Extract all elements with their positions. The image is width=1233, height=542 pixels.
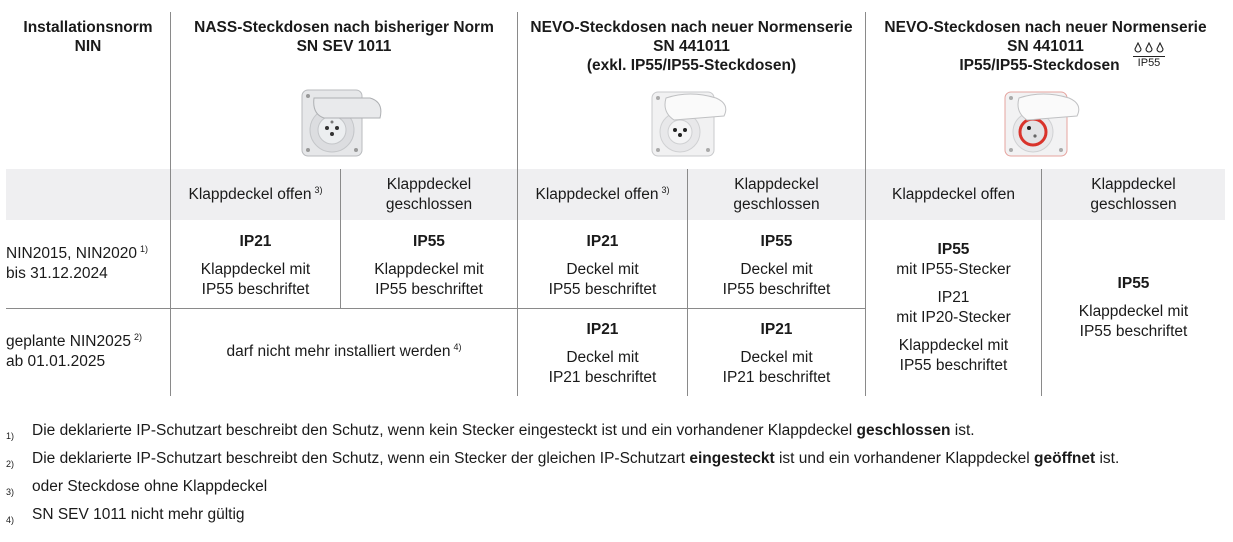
ip-rating: IP21 [937,289,970,306]
cell-nevo-closed-2015 [688,224,865,308]
header-line: NEVO-Steckdosen nach neuer Normenserie [884,19,1207,36]
cell-nevo-open-2025 [518,312,687,396]
footnote-bold: geschlossen [856,422,951,439]
cell-text: IP55 beschriftet [548,281,657,298]
cell-text: IP55 beschriftet [201,281,310,298]
cell-text: Klappdeckel mit [374,261,484,278]
subheader-label: Klappdeckel [386,175,472,193]
footnote-text: ist. [950,422,975,439]
footnote-number: 3) [6,487,15,497]
cell-nass-merged-2025 [171,308,517,396]
row-label-line: NIN2015, NIN2020 [6,245,137,262]
subheader-label: Klappdeckel offen [892,185,1015,203]
footnote-ref: 3) [314,184,323,195]
subheader-nass-open [171,169,340,220]
cell-nass-closed-2015 [341,224,517,308]
footnote-text: SN SEV 1011 nicht mehr gültig [32,506,245,523]
ip-rating: IP55 [937,241,970,258]
header-nevo [518,18,865,75]
subheader-label: geschlossen [1090,195,1177,213]
footnote-text: Die deklarierte IP-Schutzart beschreibt den Schutz, wenn ein Stecker der gleichen IP-Schutzart [32,450,690,467]
footnote-2 [6,449,1119,474]
ip-rating: IP55 [1117,275,1150,292]
footnote-3 [6,477,267,502]
footnote-text: Die deklarierte IP-Schutzart beschreibt den Schutz, wenn kein Stecker eingesteckt ist und ein vorhandener Klappdeckel [32,422,857,439]
cell-text: IP55 beschriftet [722,281,831,298]
header-line: IP55/IP55-Steckdosen [959,57,1120,74]
row-label-nin2015 [6,220,166,308]
subheader-label: Klappdeckel [734,175,819,193]
cell-text: darf nicht mehr installiert werden [226,343,451,360]
row-label-line: bis 31.12.2024 [6,265,108,282]
footnote-number: 4) [6,515,15,525]
drops-icon [1133,42,1165,53]
ip-rating: IP55 [413,233,445,250]
header-line: (exkl. IP55/IP55-Steckdosen) [586,57,797,74]
ip-rating: IP21 [586,321,619,338]
header-line: SN 441011 [1007,38,1084,55]
row-label-nin2025 [6,308,166,396]
footnote-bold: eingesteckt [689,450,775,467]
footnote-number: 1) [6,431,15,441]
header-line: SN 441011 [653,38,730,55]
ip-rating: IP21 [586,233,619,250]
subheader-ip55-closed [1042,169,1225,220]
cell-text: Deckel mit [566,349,639,366]
header-line: Installationsnorm [23,19,153,36]
footnote-number: 2) [6,459,15,469]
footnote-ref: 3) [661,184,670,195]
ip-rating: IP55 [760,233,793,250]
socket-nevo-image [650,90,732,160]
ip55-open-group [896,288,1011,328]
subheader-label: geschlossen [385,195,473,213]
cell-text: IP55 beschriftet [1079,323,1188,340]
subheader-label: Klappdeckel offen [535,185,659,203]
subheader-label: geschlossen [733,195,820,213]
cell-text: Deckel mit [566,261,639,278]
ip55-icon-label: IP55 [1133,56,1165,70]
cell-text: IP21 beschriftet [548,369,657,386]
header-line: NASS-Steckdosen nach bisheriger Norm [194,19,494,36]
subheader-nass-closed [341,169,517,220]
footnote-ref: 1) [139,244,148,254]
subheader-ip55-open [866,169,1041,220]
subheader-nevo-closed [688,169,865,220]
footnote-text: ist. [1095,450,1120,467]
ip-rating: IP21 [760,321,793,338]
subheader-label: Klappdeckel [1091,175,1176,193]
cell-text: Klappdeckel mit [1078,303,1189,320]
cell-text: IP21 beschriftet [722,369,831,386]
footnote-1 [6,421,975,446]
cell-text: Deckel mit [740,349,813,366]
cell-text: IP55 beschriftet [899,357,1008,374]
cell-text: Klappdeckel mit [200,261,311,278]
cell-text: Klappdeckel mit [898,337,1009,354]
header-nass [171,18,517,56]
cell-nevo-closed-2025 [688,312,865,396]
ip55-open-group [899,336,1008,376]
subheader-label: Klappdeckel offen [188,185,312,203]
ip-rating: IP21 [239,233,272,250]
footnote-text: ist und ein vorhandener Klappdeckel [774,450,1035,467]
cell-text: IP55 beschriftet [375,281,483,298]
footnote-ref: 4) [453,342,462,352]
header-line: SN SEV 1011 [296,38,392,55]
ip55-open-group [896,240,1011,280]
row-label-line: geplante NIN2025 [6,333,131,350]
footnote-text: oder Steckdose ohne Klappdeckel [32,478,268,495]
cell-text: mit IP20-Stecker [896,309,1011,326]
water-drops-icon [1133,42,1165,70]
cell-ip55-open [866,220,1041,396]
footnote-bold: geöffnet [1034,450,1096,467]
footnote-4 [6,505,245,530]
cell-nevo-open-2015 [518,224,687,308]
cell-nass-open-2015 [171,224,340,308]
row-label-line: ab 01.01.2025 [6,353,106,370]
cell-text: mit IP55-Stecker [896,261,1011,278]
socket-nevo-ip55-image [1003,90,1085,160]
header-installationsnorm [6,18,170,56]
cell-ip55-closed [1042,220,1225,396]
header-line: NIN [74,38,102,55]
header-nevo-ip55 [866,18,1225,75]
header-line: NEVO-Steckdosen nach neuer Normenserie [530,19,853,36]
socket-nass-image [300,88,388,160]
footnote-ref: 2) [133,332,142,342]
cell-text: Deckel mit [740,261,813,278]
subheader-nevo-open [518,169,687,220]
